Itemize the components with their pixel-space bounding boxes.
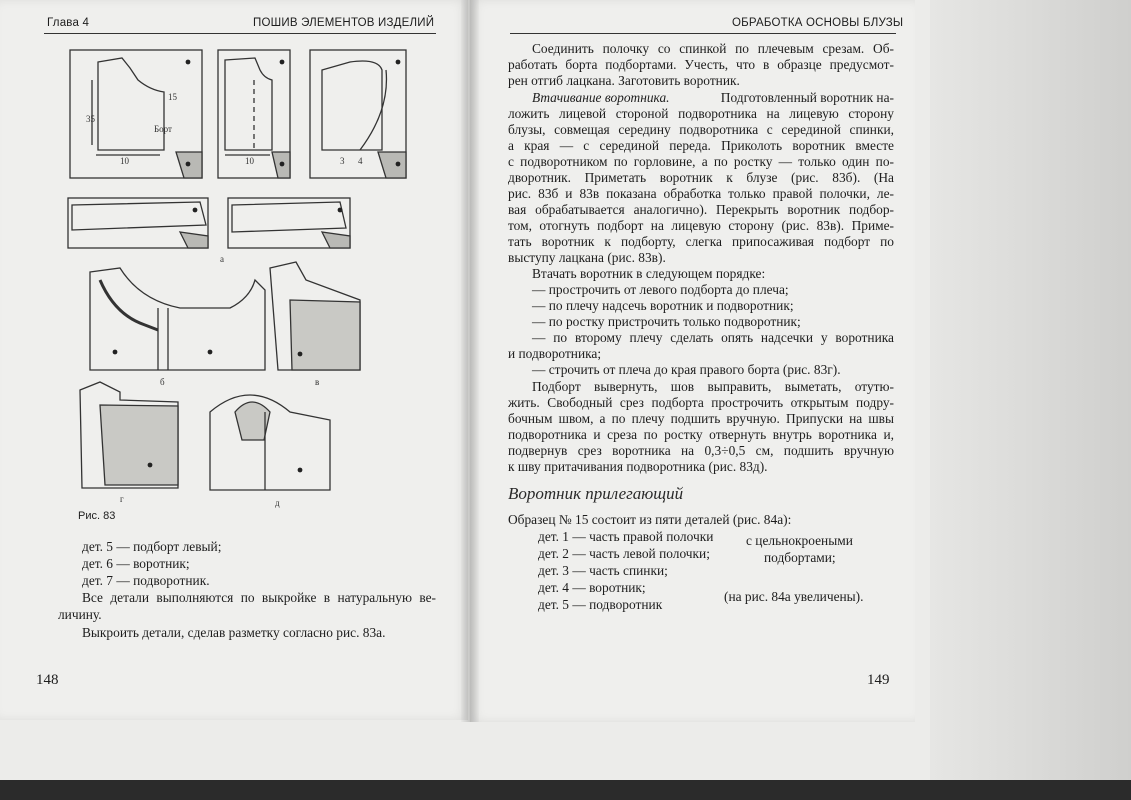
fig-label-a: а bbox=[220, 254, 224, 264]
p2-line-5: дворотник. Приметать воротник к блузе (рис. 83б). (На bbox=[508, 170, 894, 185]
fig-label-g: г bbox=[120, 494, 124, 504]
step-4-cont: и подворотника; bbox=[508, 346, 602, 361]
p2-first-rest: Подготовленный воротник на- bbox=[720, 90, 894, 105]
p4-line-6: к шву притачивания подворотника (рис. 83д). bbox=[508, 459, 768, 474]
left-page-number: 148 bbox=[36, 672, 59, 688]
step-5: — строчить от плеча до края правого борта (рис. 83г). bbox=[532, 362, 841, 377]
note-line-1: с цельнокроеными bbox=[746, 533, 853, 548]
p1-line-1: Соединить полочку со спинкой по плечевым срезам. Об- bbox=[532, 41, 894, 56]
sample-line: Образец № 15 состоит из пяти деталей (рис. 84а): bbox=[508, 512, 792, 527]
fig-label-d: д bbox=[275, 498, 280, 508]
p2-line-7: вая обрабатывается аналогично). Перекрыть воротник подбор- bbox=[508, 202, 894, 217]
part-1: дет. 1 — часть правой полочки bbox=[538, 529, 714, 544]
left-line-5: личину. bbox=[58, 607, 102, 622]
left-line-3: дет. 7 — подворотник. bbox=[82, 573, 210, 588]
section-title: Воротник прилегающий bbox=[508, 484, 684, 503]
right-page-number: 149 bbox=[867, 672, 890, 688]
step-1: — прострочить от левого подборта до плеча; bbox=[532, 282, 789, 297]
step-2: — по плечу надсечь воротник и подворотник; bbox=[532, 298, 794, 313]
p1-line-3: рен отгиб лацкана. Заготовить воротник. bbox=[508, 73, 740, 88]
part-4: дет. 4 — воротник; bbox=[538, 580, 646, 595]
blouse-detail-d bbox=[210, 395, 330, 490]
blouse-front-b bbox=[90, 268, 265, 370]
note-line-2: подбортами; bbox=[764, 550, 836, 565]
p3-intro: Втачать воротник в следующем порядке: bbox=[532, 266, 766, 281]
fig-label-b: б bbox=[160, 377, 165, 387]
right-header-rule bbox=[510, 33, 896, 34]
right-page bbox=[470, 0, 915, 722]
step-4: — по второму плечу сделать опять надсечки у воротника bbox=[532, 330, 894, 345]
scanner-edge bbox=[930, 0, 1131, 780]
book-gutter bbox=[461, 0, 479, 722]
note-zoom: (на рис. 84а увеличены). bbox=[724, 589, 864, 604]
p4-line-1: Подборт вывернуть, шов выправить, выметать, отутю- bbox=[532, 379, 894, 394]
dim-3: 3 bbox=[340, 156, 345, 166]
figure-83-illustration bbox=[60, 40, 440, 510]
left-line-4: Все детали выполняются по выкройке в натуральную ве- bbox=[82, 590, 436, 605]
part-3: дет. 3 — часть спинки; bbox=[538, 563, 668, 578]
left-line-2: дет. 6 — воротник; bbox=[82, 556, 190, 571]
pattern-front-shape bbox=[98, 58, 164, 150]
p2-line-10: выступу лацкана (рис. 83в). bbox=[508, 250, 666, 265]
dim-35: 35 bbox=[86, 114, 95, 124]
p4-line-5: подвернув срез воротника на 0,3÷0,5 см, подшить вручную bbox=[508, 443, 894, 458]
step-3: — по ростку пристрочить только подворотник; bbox=[532, 314, 801, 329]
p2-first-line bbox=[532, 90, 894, 107]
part-2: дет. 2 — часть левой полочки; bbox=[538, 546, 710, 561]
left-line-1: дет. 5 — подборт левый; bbox=[82, 539, 222, 554]
p2-line-8: том, отогнуть подборт на лицевую сторону (рис. 83в). Приме- bbox=[508, 218, 894, 233]
dim-10-a: 10 bbox=[120, 156, 129, 166]
left-header-chapter: Глава 4 bbox=[47, 17, 90, 29]
dim-15: 15 bbox=[168, 92, 177, 102]
left-line-6: Выкроить детали, сделав разметку согласно рис. 83а. bbox=[82, 625, 386, 640]
p2-line-2: блузы, совмещая середину подворотника с серединой спинки, bbox=[508, 122, 894, 137]
left-page bbox=[0, 0, 468, 720]
side-label: Борт bbox=[154, 124, 172, 134]
scanner-bottom-band bbox=[0, 780, 1131, 800]
figure-caption: Рис. 83 bbox=[78, 510, 116, 522]
dim-10-b: 10 bbox=[245, 156, 254, 166]
part-5: дет. 5 — подворотник bbox=[538, 597, 663, 612]
left-header-rule bbox=[44, 33, 436, 34]
p4-line-2: жить. Свободный срез подборта прострочить открытым подру- bbox=[508, 395, 894, 410]
p2-italic-lead: Втачивание воротника. bbox=[532, 90, 670, 105]
p2-line-1: ложить лицевой стороной подворотника на лицевую сторону bbox=[508, 106, 894, 121]
p2-line-4: с подворотником по горловине, а по ростку — только один по- bbox=[508, 154, 894, 169]
p2-line-3: а края — с серединой переда. Приколоть воротник вместе bbox=[508, 138, 894, 153]
p2-line-9: тать воротник к подборту, слегка припосаживая подборт по bbox=[508, 234, 894, 249]
right-header-title: ОБРАБОТКА ОСНОВЫ БЛУЗЫ bbox=[732, 17, 904, 29]
p4-line-3: бочным швом, а по плечу подшить вручную. Припуски на швы bbox=[508, 411, 894, 426]
left-header-title: ПОШИВ ЭЛЕМЕНТОВ ИЗДЕЛИЙ bbox=[253, 17, 435, 29]
p4-line-4: подворотника и среза по ростку отвернуть внутрь воротника и, bbox=[508, 427, 894, 442]
p1-line-2: работать борта подбортами. Учесть, что в образце предусмот- bbox=[508, 57, 894, 72]
dim-4: 4 bbox=[358, 156, 363, 166]
fig-label-v: в bbox=[315, 377, 320, 387]
p2-line-6: рис. 83б и 83в показана обработка только правой полочки, ле- bbox=[508, 186, 894, 201]
